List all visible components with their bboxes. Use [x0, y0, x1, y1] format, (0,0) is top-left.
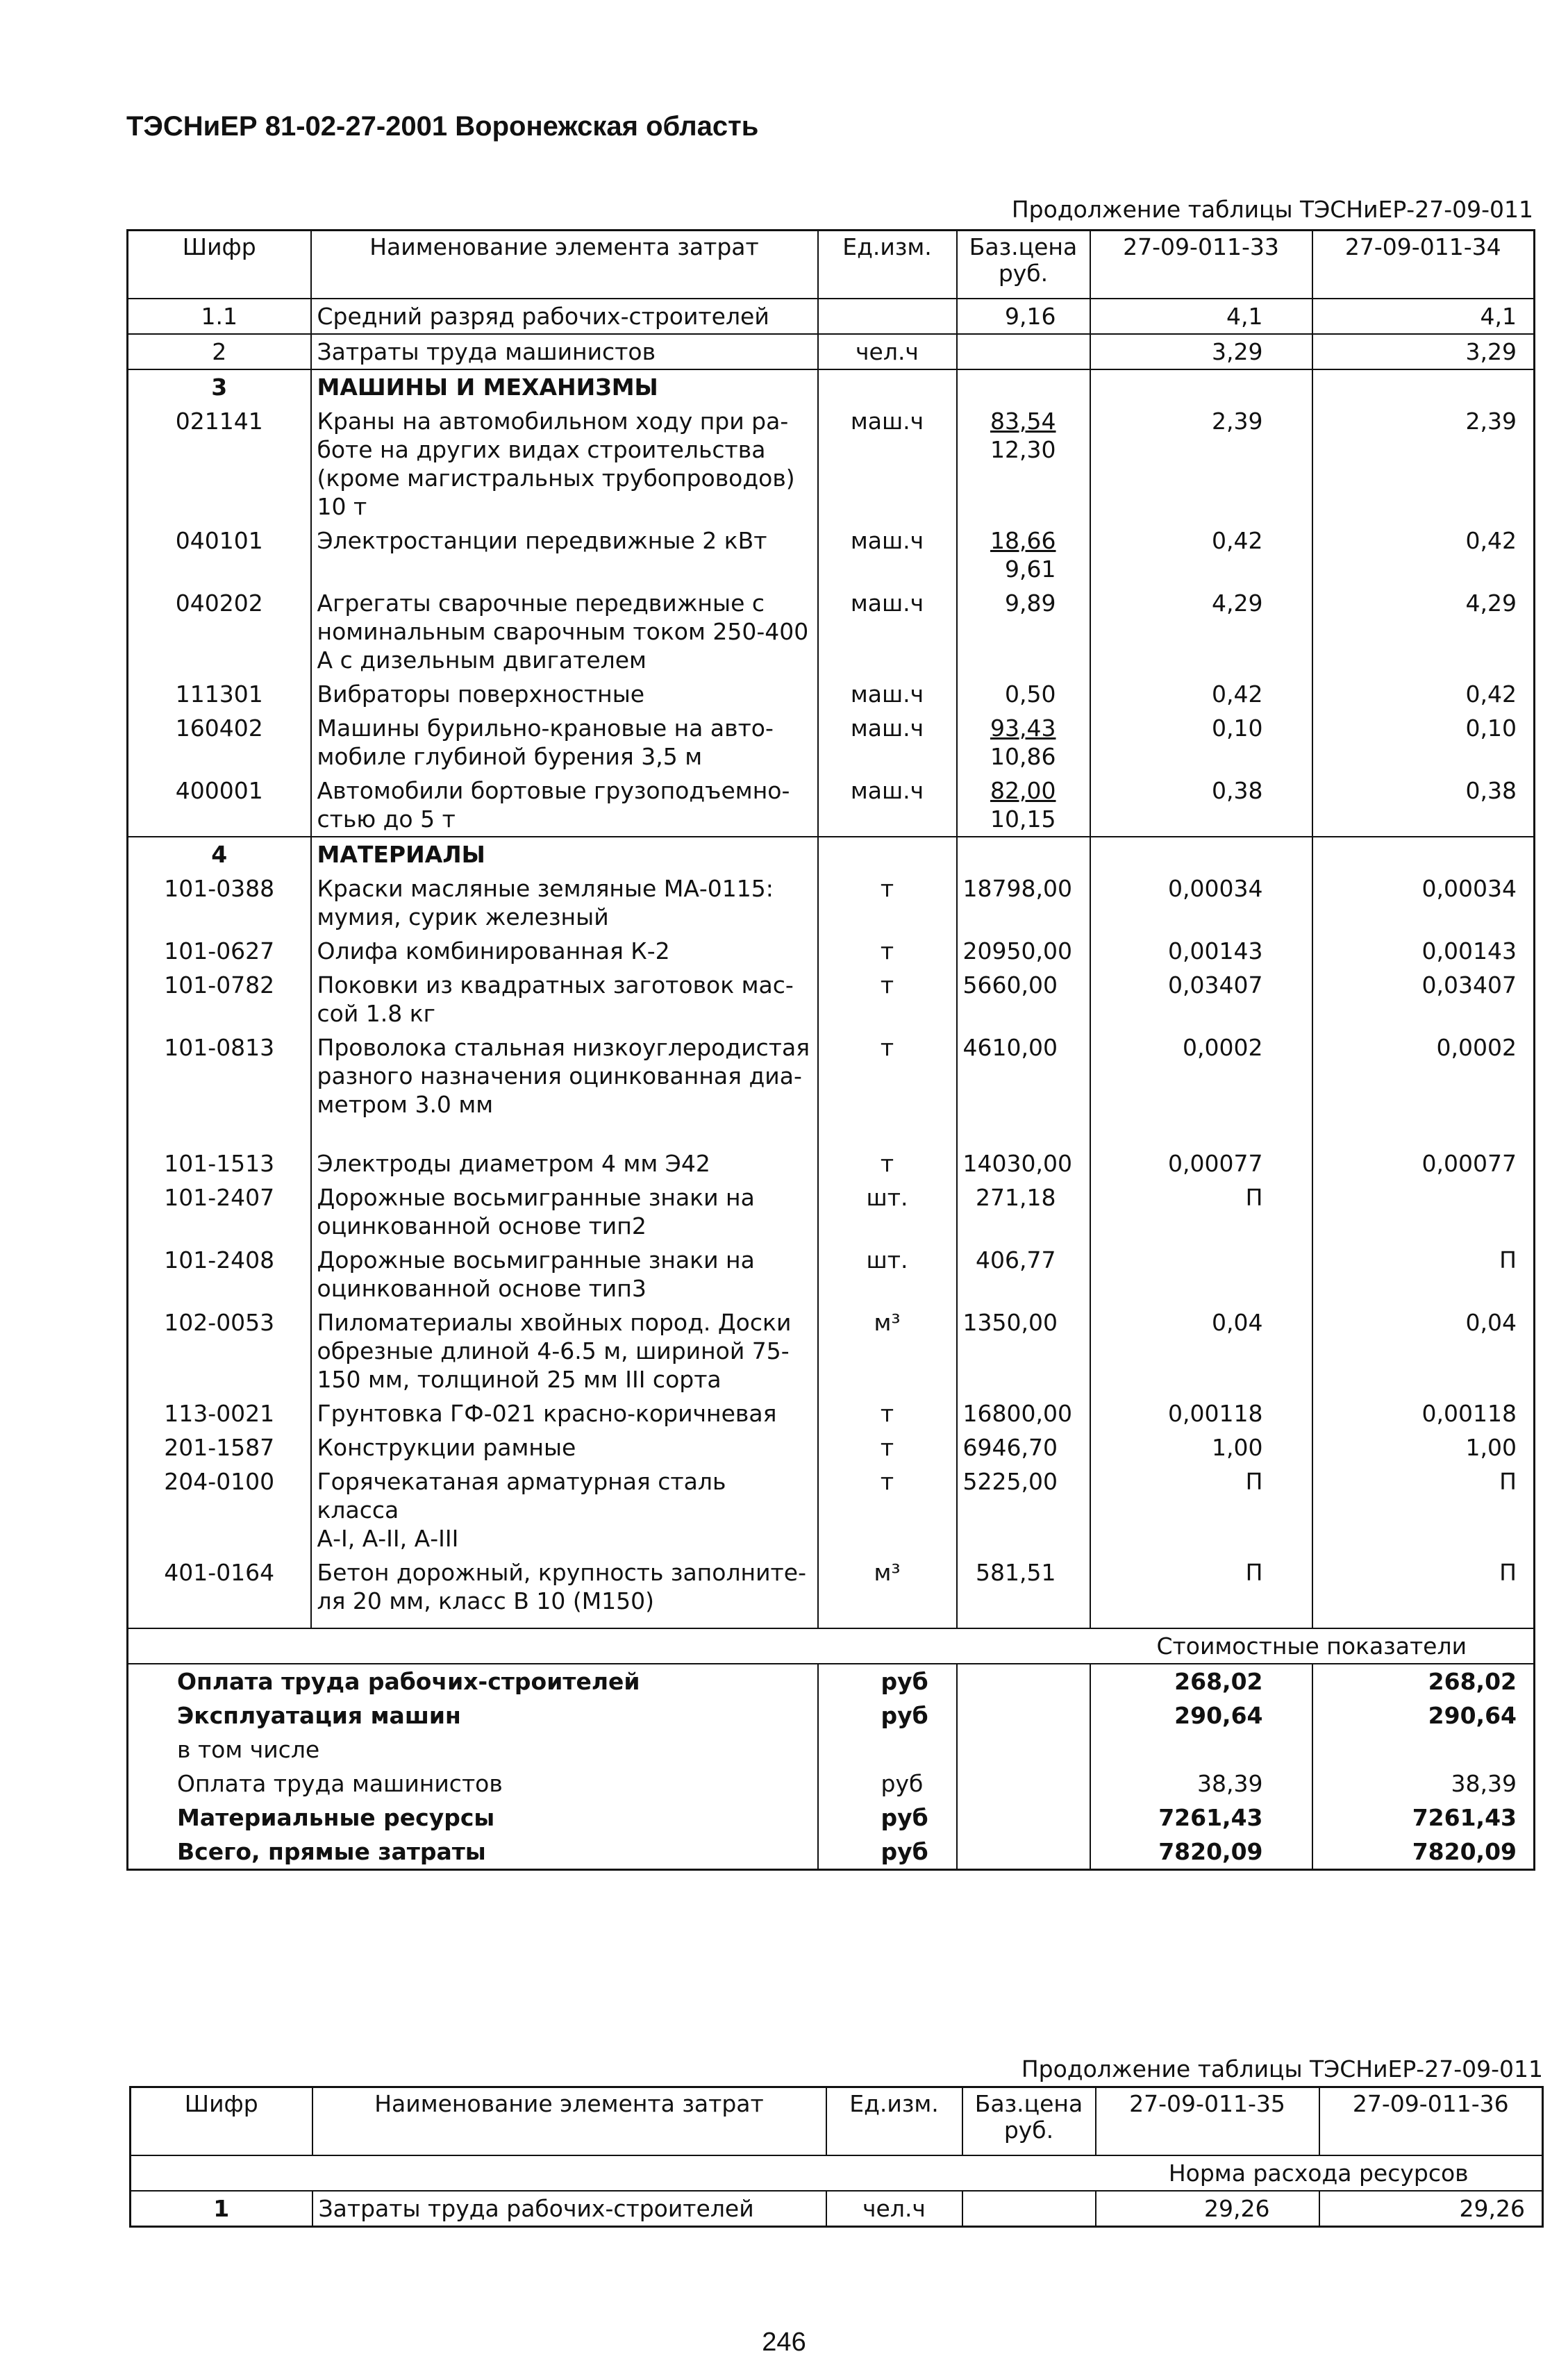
row-unit: м³	[818, 1305, 957, 1396]
row-unit: т	[818, 1030, 957, 1146]
summary-row	[128, 1698, 1535, 1733]
row-price	[957, 1555, 1090, 1628]
table-row	[128, 934, 1535, 968]
table-row	[128, 586, 1535, 677]
row-price	[957, 774, 1090, 837]
row-code: 204-0100	[128, 1464, 311, 1555]
row-price-wage: 10,86	[990, 743, 1056, 770]
table-row	[128, 968, 1535, 1030]
row-name	[311, 1464, 818, 1555]
row-code: 101-0627	[128, 934, 311, 968]
column-header: Баз.цена руб.	[957, 231, 1090, 299]
table-row	[128, 1180, 1535, 1243]
row-value-34: 4,1	[1312, 299, 1535, 334]
row-unit	[818, 369, 957, 404]
row-unit: шт.	[818, 1180, 957, 1243]
cost-header: Стоимостные показатели	[1090, 1628, 1535, 1664]
row-code: 3	[128, 369, 311, 404]
summary-unit: руб	[818, 1767, 957, 1801]
column-header: Ед.изм.	[818, 231, 957, 299]
column-header: Баз.цена руб.	[962, 2087, 1096, 2156]
row-name	[311, 1180, 818, 1243]
row-price	[957, 1305, 1090, 1396]
column-header: 27-09-011-34	[1312, 231, 1535, 299]
summary-value-34	[1312, 1733, 1535, 1767]
row-value-33: 0,10	[1090, 711, 1312, 774]
row-name	[311, 934, 818, 968]
row-name	[311, 677, 818, 711]
row-code: 101-2407	[128, 1180, 311, 1243]
row-value-34: 0,00118	[1421, 1400, 1517, 1427]
table-row	[128, 1146, 1535, 1180]
row-price	[957, 1464, 1090, 1555]
row-price-value: 4610,00	[962, 1034, 1058, 1061]
row-name-line: Дорожные восьмигранные знаки на	[317, 1246, 755, 1274]
row-value-33: 0,0002	[1090, 1030, 1312, 1146]
row-name-line: ля 20 мм, класс В 10 (М150)	[317, 1587, 655, 1614]
row-name-line: Поковки из квадратных заготовок мас-	[317, 971, 794, 999]
table-row	[128, 299, 1535, 334]
row-unit	[818, 299, 957, 334]
row-name-line: Электростанции передвижные 2 кВт	[317, 527, 767, 554]
row-value-34: 0,42	[1465, 527, 1517, 554]
row-price-value: 16800,00	[962, 1400, 1072, 1427]
row-value-34: 3,29	[1312, 334, 1535, 369]
summary-value-33: 268,02	[1090, 1664, 1312, 1698]
row-value-33	[1090, 837, 1312, 871]
row-name	[311, 1430, 818, 1464]
table-row	[128, 1243, 1535, 1305]
row-unit	[818, 837, 957, 871]
row-code: 101-0813	[128, 1030, 311, 1146]
summary-unit: руб	[818, 1801, 957, 1835]
summary-value-34: 290,64	[1428, 1702, 1517, 1729]
row-code: 4	[128, 837, 311, 871]
row-name-line: Краны на автомобильном ходу при ра-	[317, 408, 789, 435]
row-unit: маш.ч	[818, 677, 957, 711]
row-code: 102-0053	[128, 1305, 311, 1396]
row-price	[957, 586, 1090, 677]
row-price	[957, 369, 1090, 404]
row-price-value: 0,50	[1005, 681, 1056, 708]
row-name-line: Затраты труда машинистов	[317, 338, 656, 365]
table-continuation-caption: Продолжение таблицы ТЭСНиЕР-27-09-011	[1011, 196, 1533, 223]
summary-value-34: 7820,09	[1412, 1838, 1517, 1865]
column-header: Шифр	[128, 231, 311, 299]
row-code: 021141	[128, 404, 311, 524]
row-value-35: 29,26	[1096, 2191, 1319, 2227]
row-name-line: оцинкованной основе тип3	[317, 1275, 647, 1302]
row-value-33: 4,1	[1090, 299, 1312, 334]
row-value-34: 0,38	[1465, 777, 1517, 804]
row-value-33: 0,00034	[1090, 871, 1312, 934]
summary-value-33: 7261,43	[1090, 1801, 1312, 1835]
row-value-34: П	[1499, 1559, 1517, 1586]
table-row	[128, 1396, 1535, 1430]
table-row	[128, 334, 1535, 369]
row-value-33: 0,38	[1090, 774, 1312, 837]
row-price-value: 1350,00	[962, 1309, 1058, 1336]
row-code: 101-1513	[128, 1146, 311, 1180]
row-unit: т	[818, 1396, 957, 1430]
row-name-line: Конструкции рамные	[317, 1434, 576, 1461]
row-value-34	[1312, 1180, 1535, 1243]
summary-value-33: 290,64	[1090, 1698, 1312, 1733]
row-code: 400001	[128, 774, 311, 837]
summary-unit: руб	[818, 1698, 957, 1733]
row-unit: т	[818, 1146, 957, 1180]
row-name-line: Олифа комбинированная К-2	[317, 937, 670, 965]
row-name-line: Агрегаты сварочные передвижные с	[317, 590, 765, 617]
summary-row	[128, 1733, 1535, 1767]
row-unit: чел.ч	[826, 2191, 962, 2227]
row-code: 040202	[128, 586, 311, 677]
row-name	[311, 586, 818, 677]
resource-table-2	[129, 2086, 1544, 2228]
row-value-34: 0,42	[1465, 681, 1517, 708]
row-price	[957, 1243, 1090, 1305]
row-name-line: Пиломатериалы хвойных пород. Доски	[317, 1309, 792, 1336]
table-row	[128, 404, 1535, 524]
summary-row	[128, 1767, 1535, 1801]
row-name	[311, 1243, 818, 1305]
row-value-33: П	[1090, 1180, 1312, 1243]
page-title: ТЭСНиЕР 81-02-27-2001 Воронежская область	[126, 111, 759, 142]
row-code: 160402	[128, 711, 311, 774]
row-code: 101-0782	[128, 968, 311, 1030]
table-row	[128, 524, 1535, 586]
row-value-34: 0,00034	[1421, 875, 1517, 902]
row-name	[311, 299, 818, 334]
row-value-34: 4,29	[1465, 590, 1517, 617]
summary-unit	[818, 1733, 957, 1767]
row-name-line: Машины бурильно-крановые на авто-	[317, 715, 774, 742]
row-value-34: П	[1499, 1246, 1517, 1274]
row-price	[957, 1030, 1090, 1146]
row-name	[311, 871, 818, 934]
row-value-33: 0,42	[1090, 524, 1312, 586]
row-name-line: Бетон дорожный, крупность заполните-	[317, 1559, 806, 1586]
row-value-33: 0,42	[1090, 677, 1312, 711]
row-name-line: обрезные длиной 4-6.5 м, шириной 75-	[317, 1337, 790, 1364]
row-value-34: 0,00077	[1421, 1150, 1517, 1177]
summary-value-34: 268,02	[1312, 1664, 1535, 1698]
row-value-34: 0,03407	[1421, 971, 1517, 999]
row-price-value: 581,51	[976, 1559, 1056, 1586]
row-value-34: 0,04	[1465, 1309, 1517, 1336]
table-row	[128, 774, 1535, 837]
row-name-line: стью до 5 т	[317, 805, 456, 833]
table-row	[128, 1555, 1535, 1628]
row-price	[957, 299, 1090, 334]
summary-unit: руб	[818, 1664, 957, 1698]
summary-label: в том числе	[128, 1733, 818, 1767]
table-row	[128, 711, 1535, 774]
row-name-line: МАТЕРИАЛЫ	[317, 841, 485, 868]
row-price-value: 9,16	[1005, 303, 1056, 330]
row-code: 101-2408	[128, 1243, 311, 1305]
row-price-value: 14030,00	[962, 1150, 1072, 1177]
row-code: 1.1	[128, 299, 311, 334]
row-name	[311, 968, 818, 1030]
row-value-34: 0,0002	[1436, 1034, 1517, 1061]
row-name	[311, 837, 818, 871]
table-row	[128, 1464, 1535, 1555]
row-price-value: 5225,00	[962, 1468, 1058, 1495]
summary-unit: руб	[818, 1835, 957, 1870]
row-price	[957, 1180, 1090, 1243]
row-name-line: оцинкованной основе тип2	[317, 1212, 647, 1239]
row-name-line: номинальным сварочным током 250-400	[317, 618, 809, 645]
row-price	[957, 837, 1090, 871]
column-header: Шифр	[131, 2087, 312, 2156]
row-value-33: 2,39	[1090, 404, 1312, 524]
row-value-33: 0,03407	[1090, 968, 1312, 1030]
row-unit: маш.ч	[818, 404, 957, 524]
row-price	[957, 334, 1090, 369]
row-price	[957, 968, 1090, 1030]
column-header: Наименование элемента затрат	[311, 231, 818, 299]
row-name-line: Вибраторы поверхностные	[317, 681, 645, 708]
row-price	[957, 677, 1090, 711]
row-price-value: 18798,00	[962, 875, 1072, 902]
row-name	[311, 334, 818, 369]
column-header: 27-09-011-33	[1090, 231, 1312, 299]
row-value-33	[1090, 369, 1312, 404]
summary-value-34: 38,39	[1451, 1770, 1517, 1797]
row-unit: маш.ч	[818, 774, 957, 837]
row-price	[957, 1146, 1090, 1180]
summary-value-34: 7261,43	[1412, 1804, 1517, 1831]
table-row	[128, 1430, 1535, 1464]
row-value-36: 29,26	[1319, 2191, 1543, 2227]
row-name-line: мобиле глубиной бурения 3,5 м	[317, 743, 703, 770]
row-name-line: А с дизельным двигателем	[317, 646, 647, 674]
row-name	[311, 774, 818, 837]
row-value-34: 2,39	[1465, 408, 1517, 435]
row-name-line: МАШИНЫ И МЕХАНИЗМЫ	[317, 374, 658, 401]
row-code: 1	[131, 2191, 312, 2227]
table-row	[128, 677, 1535, 711]
row-name-line: боте на других видах строительства	[317, 436, 766, 463]
table-header-row	[128, 231, 1535, 299]
row-name	[311, 1030, 818, 1146]
row-price	[957, 1430, 1090, 1464]
summary-value-33: 38,39	[1090, 1767, 1312, 1801]
row-unit: т	[818, 1430, 957, 1464]
row-name	[311, 1396, 818, 1430]
row-name	[311, 1146, 818, 1180]
row-name	[311, 1305, 818, 1396]
row-name	[311, 1555, 818, 1628]
row-price	[957, 934, 1090, 968]
row-value-33: 0,00143	[1090, 934, 1312, 968]
row-price-wage: 9,61	[1005, 556, 1056, 583]
row-price-value: 5660,00	[962, 971, 1058, 999]
column-header: 27-09-011-35	[1096, 2087, 1319, 2156]
summary-value-33	[1090, 1733, 1312, 1767]
row-name: Затраты труда рабочих-строителей	[312, 2191, 826, 2227]
row-value-33: 0,04	[1090, 1305, 1312, 1396]
row-code: 201-1587	[128, 1430, 311, 1464]
row-code: 2	[128, 334, 311, 369]
row-price-value: 83,54	[990, 408, 1056, 435]
summary-label: Эксплуатация машин	[128, 1698, 818, 1733]
row-name-line: метром 3.0 мм	[317, 1091, 494, 1118]
row-name-line: сой 1.8 кг	[317, 1000, 436, 1027]
row-price	[957, 1396, 1090, 1430]
row-name-line: 150 мм, толщиной 25 мм III сорта	[317, 1366, 722, 1393]
row-code: 040101	[128, 524, 311, 586]
row-price-value: 271,18	[976, 1184, 1056, 1211]
row-name-line: Автомобили бортовые грузоподъемно-	[317, 777, 790, 804]
column-header: 27-09-011-36	[1319, 2087, 1543, 2156]
row-price-value: 6946,70	[962, 1434, 1058, 1461]
summary-label: Всего, прямые затраты	[128, 1835, 818, 1870]
row-price-value: 93,43	[990, 715, 1056, 742]
row-value-33: П	[1090, 1464, 1312, 1555]
row-unit: т	[818, 934, 957, 968]
row-value-34: 0,00143	[1421, 937, 1517, 965]
row-name-line: Средний разряд рабочих-строителей	[317, 303, 769, 330]
row-price	[962, 2191, 1096, 2227]
row-name-line: Дорожные восьмигранные знаки на	[317, 1184, 755, 1211]
cost-header-row	[128, 1628, 1535, 1664]
table-row	[128, 369, 1535, 404]
row-unit: м³	[818, 1555, 957, 1628]
table-row	[128, 871, 1535, 934]
summary-label: Оплата труда машинистов	[128, 1767, 818, 1801]
row-code: 401-0164	[128, 1555, 311, 1628]
table-row	[128, 1030, 1535, 1146]
row-value-34: П	[1499, 1468, 1517, 1495]
row-price	[957, 871, 1090, 934]
row-code: 101-0388	[128, 871, 311, 934]
row-name-line: Проволока стальная низкоуглеродистая	[317, 1034, 810, 1061]
row-name	[311, 711, 818, 774]
row-name-line: разного назначения оцинкованная диа-	[317, 1062, 802, 1090]
row-name-line: мумия, сурик железный	[317, 903, 609, 930]
row-price-value: 9,89	[1005, 590, 1056, 617]
row-price	[957, 711, 1090, 774]
row-name	[311, 369, 818, 404]
row-name-line: (кроме магистральных трубопроводов)	[317, 465, 795, 492]
row-value-33: 0,00077	[1090, 1146, 1312, 1180]
table-row	[131, 2191, 1543, 2227]
row-name-line: 10 т	[317, 493, 367, 520]
summary-row	[128, 1801, 1535, 1835]
row-value-34	[1312, 837, 1535, 871]
summary-value-33: 7820,09	[1090, 1835, 1312, 1870]
row-value-34: 0,10	[1465, 715, 1517, 742]
page-number: 246	[762, 2328, 806, 2357]
row-value-33: П	[1090, 1555, 1312, 1628]
norm-header-row	[131, 2155, 1543, 2191]
row-value-34	[1312, 369, 1535, 404]
summary-label: Оплата труда рабочих-строителей	[128, 1664, 818, 1698]
row-name	[311, 404, 818, 524]
row-code: 111301	[128, 677, 311, 711]
column-header: Наименование элемента затрат	[312, 2087, 826, 2156]
row-unit: маш.ч	[818, 711, 957, 774]
summary-label: Материальные ресурсы	[128, 1801, 818, 1835]
table-continuation-caption-2: Продолжение таблицы ТЭСНиЕР-27-09-011	[1021, 2055, 1543, 2082]
row-unit: шт.	[818, 1243, 957, 1305]
row-price	[957, 524, 1090, 586]
row-unit: маш.ч	[818, 586, 957, 677]
summary-row	[128, 1664, 1535, 1698]
row-code: 113-0021	[128, 1396, 311, 1430]
row-name-line: Краски масляные земляные МА-0115:	[317, 875, 774, 902]
row-name	[311, 524, 818, 586]
row-value-33: 0,00118	[1090, 1396, 1312, 1430]
row-unit: т	[818, 968, 957, 1030]
row-value-33	[1090, 1243, 1312, 1305]
row-price	[957, 404, 1090, 524]
row-name-line: Электроды диаметром 4 мм Э42	[317, 1150, 710, 1177]
column-header: Ед.изм.	[826, 2087, 962, 2156]
row-unit: т	[818, 1464, 957, 1555]
row-value-33: 4,29	[1090, 586, 1312, 677]
table-header-row	[131, 2087, 1543, 2156]
summary-row	[128, 1835, 1535, 1870]
row-price-value: 82,00	[990, 777, 1056, 804]
row-unit: маш.ч	[818, 524, 957, 586]
row-price-wage: 12,30	[990, 436, 1056, 463]
row-unit: чел.ч	[818, 334, 957, 369]
row-price-wage: 10,15	[990, 805, 1056, 833]
row-price-value: 20950,00	[962, 937, 1072, 965]
norm-header: Норма расхода ресурсов	[1096, 2155, 1543, 2191]
row-price-value: 406,77	[976, 1246, 1056, 1274]
resource-table	[126, 229, 1535, 1871]
row-value-34: 1,00	[1465, 1434, 1517, 1461]
row-value-33: 1,00	[1090, 1430, 1312, 1464]
row-name-line: А-I, А-II, А-III	[317, 1525, 459, 1552]
row-value-33: 3,29	[1090, 334, 1312, 369]
row-name-line: Горячекатаная арматурная сталь класса	[317, 1468, 726, 1524]
row-unit: т	[818, 871, 957, 934]
table-row	[128, 1305, 1535, 1396]
row-price-value: 18,66	[990, 527, 1056, 554]
table-row	[128, 837, 1535, 871]
row-name-line: Грунтовка ГФ-021 красно-коричневая	[317, 1400, 777, 1427]
